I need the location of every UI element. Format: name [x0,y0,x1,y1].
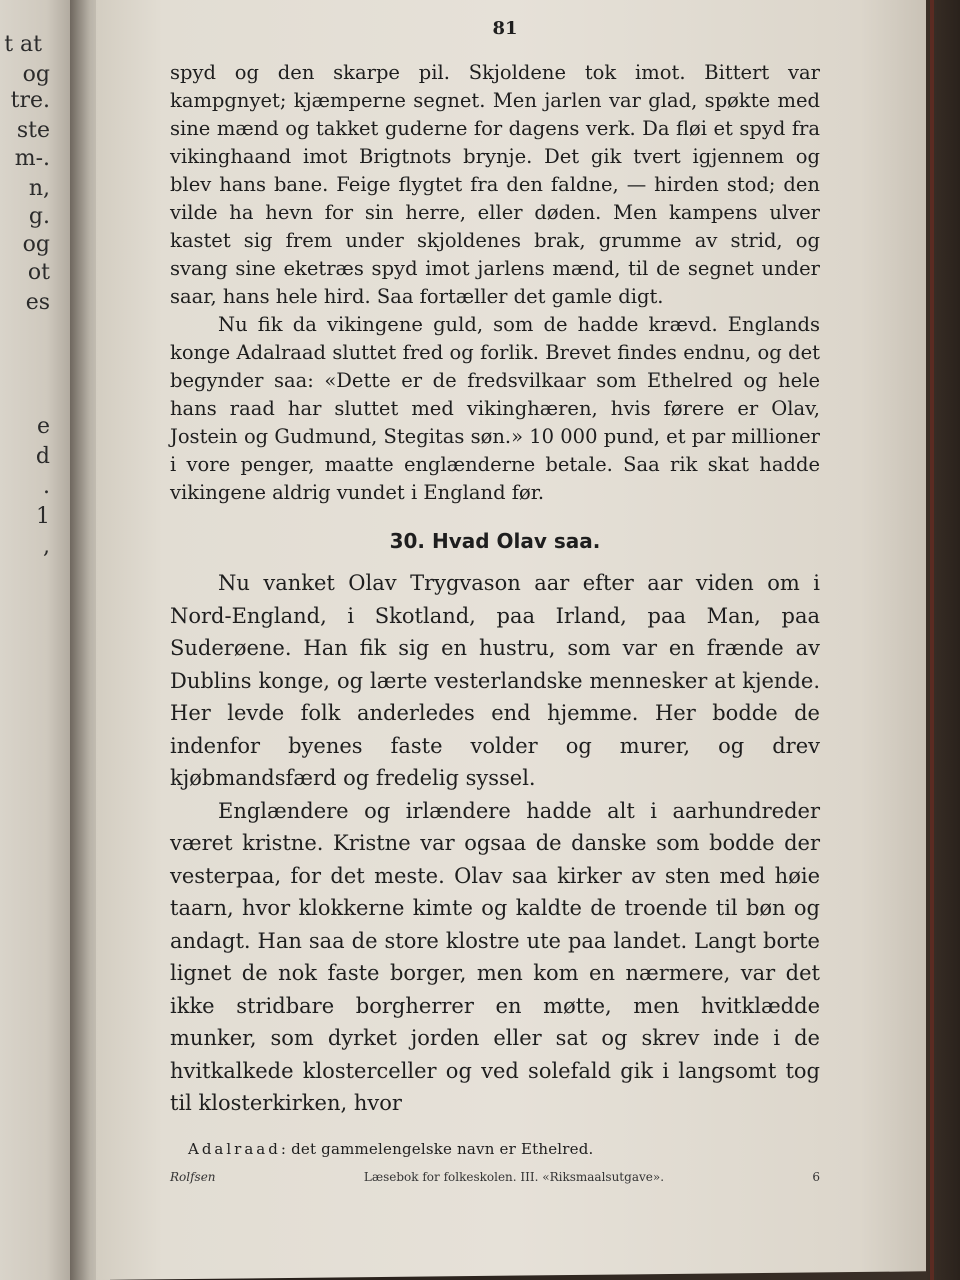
left-page-fragment: og [22,232,50,257]
page-text [170,18,820,1184]
footnote [188,1140,820,1158]
left-page-fragment: 1 [36,504,50,529]
left-page-fragment: m-. [14,146,50,171]
left-page-fragment: , [43,534,50,559]
left-page-fragment: ot [27,260,50,285]
footnote-term: Adalraad [188,1139,281,1158]
signature-mark: 6 [812,1169,820,1184]
paragraph-peace: Nu fik da vikingene guld, som de hadde krævd. Englands konge Adalraad sluttet fred og forlik. Brevet findes endnu, og det begynder saa: «Dette er de fredsvilkaar som Ethelred og hele hans raad har sluttet med vikinghæren, hvis førere er Olav, Jostein og Gudmund, Stegitas søn.» 10 000 pund, et par millioner i vore penger, maatte englænderne betale. Saa rik skat hadde vikingene aldrig vundet i England før. [170,313,820,504]
left-page-fragment: g. [28,204,50,229]
left-page-fragment: e [36,414,50,439]
paragraph-christians: Englændere og irlændere hadde alt i aarhundreder været kristne. Kristne var ogsaa de danske som bodde der vesterpaa, for det meste. Olav saa kirker av sten med høie taarn, hvor klokkerne kimte og kaldte de troende til bøn og andagt. Han saa de store klostre ute paa landet. Langt borte lignet de nok faste borger, men kom en nærmere, var det ikke stridbare borgherrer en møtte, men hvitklædde munker, som dyrket jorden eller sat og skrev inde i de hvitkalkede klosterceller og ved solefald gik i langsomt tog til klosterkirken, hvor [170,798,820,1115]
left-page-fragment: tre. [10,88,50,113]
left-page-fragment: es [25,290,50,315]
left-page-fragment: og [22,62,50,87]
page-edge [926,0,960,1280]
imprint-title: Læsebok for folkeskolen. III. «Riksmaalsutgave». [363,1169,665,1184]
section-heading: 30. Hvad Olav saa. [389,529,601,553]
left-page-fragment: n, [28,176,50,201]
left-page-fragment: ste [16,118,50,143]
left-page-fragment: t at [4,32,42,57]
footnote-text: : det gammelengelske navn er Ethelred. [280,1139,594,1158]
imprint-author: Rolfsen [170,1169,216,1184]
left-page-fragment: . [43,474,50,499]
imprint-line [170,1170,820,1184]
paragraph-olav-travels: Nu vanket Olav Trygvason aar efter aar viden om i Nord-England, i Skotland, paa Irland, paa Man, paa Suderøene. Han fik sig en hustru, som var en frænde av Dublins konge, og lærte vesterlandske mennesker at kjende. Her levde folk anderledes end hjemme. Her bodde de indenfor byenes faste volder og murer, og drev kjøbmandsfærd og fredelig syssel. [170,571,820,790]
paragraph-battle: spyd og den skarpe pil. Skjoldene tok imot. Bittert var kampgnyet; kjæmperne segnet. Men jarlen var glad, spøkte med sine mænd og takket guderne for dagens verk. Da fløi et spyd fra vikinghaand imot Brigtnots brynje. Det gik tvert igjennem og blev hans bane. Feige flygtet fra den faldne, — hirden stod; den vilde ha hevn for sin herre, eller døden. Men kampens ulver kastet sig frem under skjoldenes brak, grumme av strid, og svang sine eketræs spyd imot jarlens mænd, til de segnet under saar, hans hele hird. Saa fortæller det gamle digt. [170,61,820,308]
page-number: 81 [492,18,518,39]
left-facing-page [0,0,78,1280]
left-page-fragment: d [35,444,50,469]
